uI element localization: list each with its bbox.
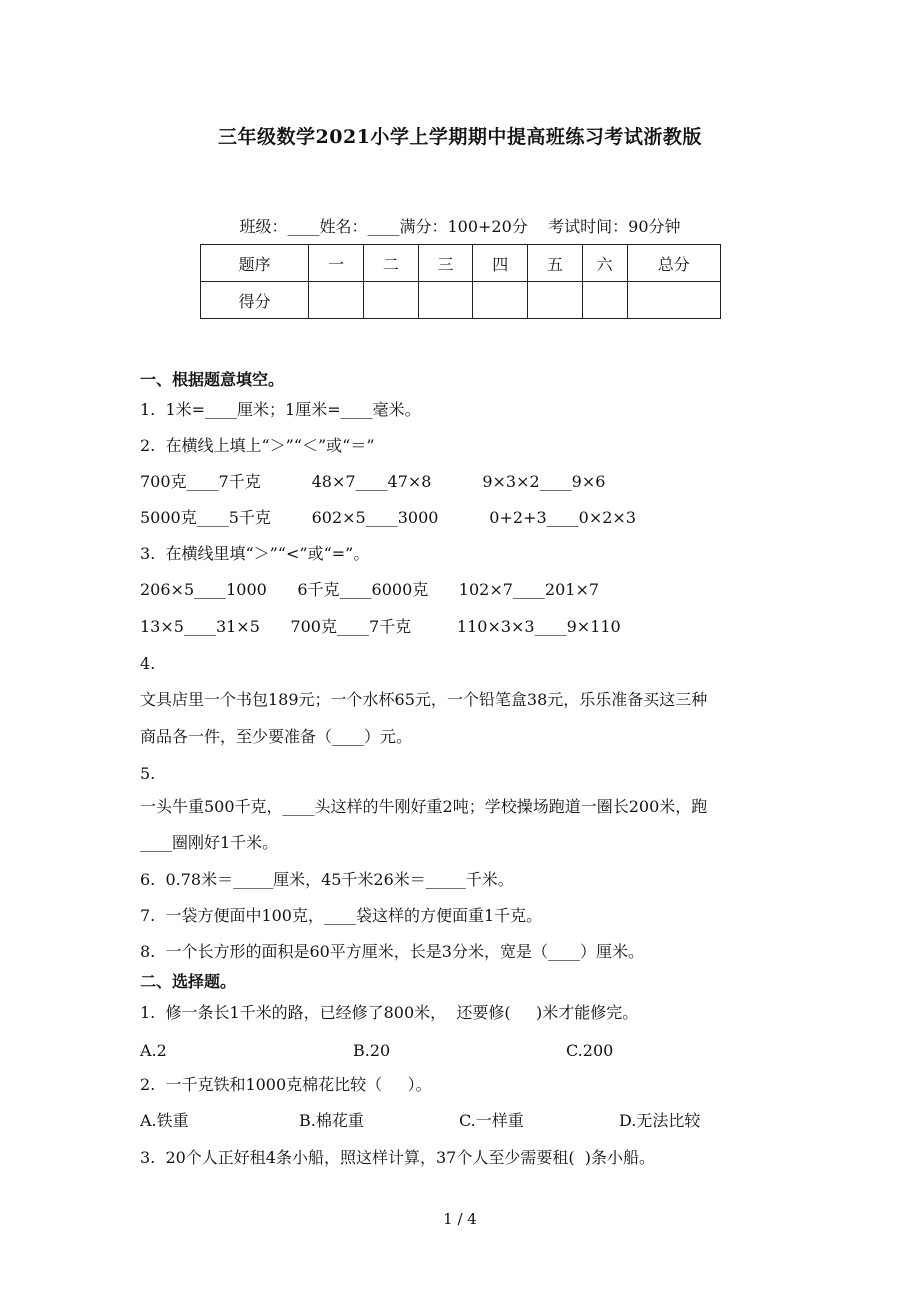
score-cell <box>528 282 583 319</box>
score-cell <box>582 282 627 319</box>
question-line: 商品各一件，至少要准备（____）元。 <box>140 727 413 746</box>
header-cell: 六 <box>582 245 627 282</box>
choice-question: 3. 20个人正好租4条小船，照这样计算，37个人至少需要租( )条小船。 <box>140 1148 655 1167</box>
choice-option: A.铁重 <box>140 1111 189 1130</box>
choice-option: C.一样重 <box>459 1111 524 1130</box>
header-cell: 五 <box>528 245 583 282</box>
question-line: 2. 在横线上填上“＞”“＜”或“＝” <box>140 436 375 455</box>
header-cell: 二 <box>363 245 418 282</box>
question-line: 6. 0.78米＝_____厘米，45千米26米＝_____千米。 <box>140 870 514 889</box>
question-line: 文具店里一个书包189元；一个水杯65元，一个铅笔盒38元，乐乐准备买这三种 <box>140 690 708 709</box>
choice-option: B.20 <box>353 1041 391 1060</box>
score-table-header-row <box>201 245 721 282</box>
question-line: ____圈刚好1千米。 <box>140 833 279 852</box>
choice-question: 2. 一千克铁和1000克棉花比较（ ）。 <box>140 1075 432 1094</box>
header-cell: 一 <box>309 245 364 282</box>
score-table <box>200 244 721 319</box>
question-line: 13×5____31×5 700克____7千克 110×3×3____9×110 <box>140 617 621 636</box>
question-line: 5000克____5千克 602×5____3000 0+2+3____0×2×3 <box>140 508 636 527</box>
question-line: 206×5____1000 6千克____6000克 102×7____201×7 <box>140 580 600 599</box>
choice-option: C.200 <box>566 1041 614 1060</box>
score-cell <box>418 282 473 319</box>
question-line: 7. 一袋方便面中100克，____袋这样的方便面重1千克。 <box>140 906 543 925</box>
header-cell: 四 <box>473 245 528 282</box>
score-cell <box>627 282 720 319</box>
question-line: 5. <box>140 764 156 783</box>
row-label-cell: 得分 <box>201 282 309 319</box>
question-line: 3. 在横线里填“＞”“<”或“=”。 <box>140 544 370 563</box>
question-line: 700克____7千克 48×7____47×8 9×3×2____9×6 <box>140 472 606 491</box>
question-line: 一头牛重500千克，____头这样的牛刚好重2吨；学校操场跑道一圈长200米，跑 <box>140 797 708 816</box>
choice-option: B.棉花重 <box>299 1111 364 1130</box>
section-1-heading: 一、根据题意填空。 <box>140 370 285 389</box>
header-cell: 总分 <box>627 245 720 282</box>
header-cell: 三 <box>418 245 473 282</box>
score-cell <box>473 282 528 319</box>
choice-option: A.2 <box>140 1041 167 1060</box>
section-2-heading: 二、选择题。 <box>140 972 237 991</box>
question-line: 8. 一个长方形的面积是60平方厘米，长是3分米，宽是（____）厘米。 <box>140 942 644 961</box>
question-line: 1. 1米=____厘米；1厘米=____毫米。 <box>140 400 421 419</box>
score-cell <box>363 282 418 319</box>
choice-option: D.无法比较 <box>619 1111 701 1130</box>
page-number: 1 / 4 <box>443 1210 477 1228</box>
score-table-score-row <box>201 282 721 319</box>
question-line: 4. <box>140 654 156 673</box>
header-cell: 题序 <box>201 245 309 282</box>
score-cell <box>309 282 364 319</box>
exam-info-line: 班级：____姓名：____满分：100+20分 考试时间：90分钟 <box>239 217 681 236</box>
page-title: 三年级数学2021小学上学期期中提高班练习考试浙教版 <box>218 126 702 148</box>
choice-question: 1. 修一条长1千米的路，已经修了800米， 还要修( )米才能修完。 <box>140 1003 639 1022</box>
